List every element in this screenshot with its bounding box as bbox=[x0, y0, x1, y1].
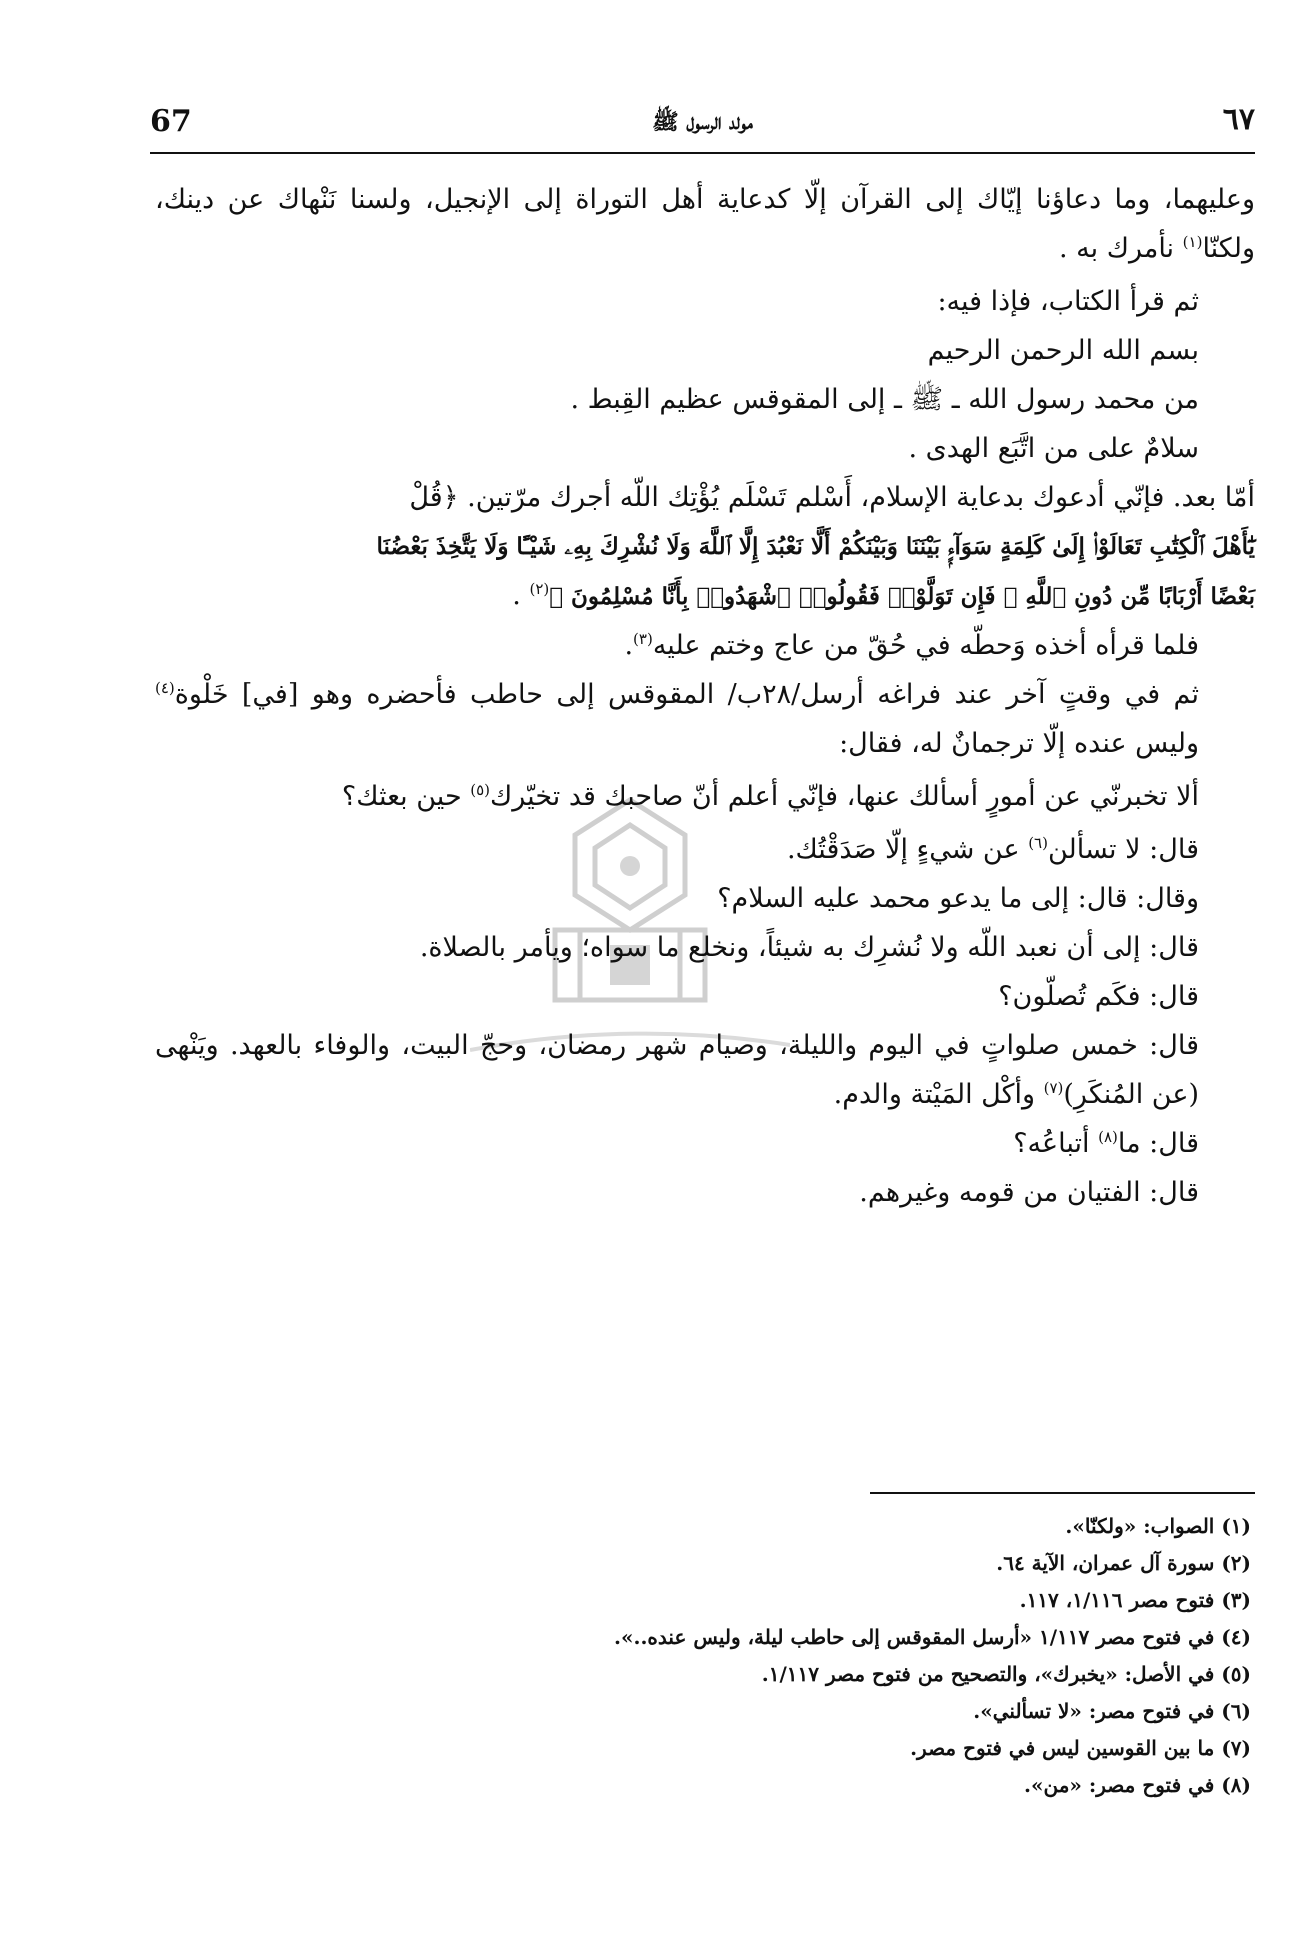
quran-verse-line: يَٰٓأَهْلَ ٱلْكِتَٰبِ تَعَالَوْا۟ إِلَىٰ كَلِمَةٍ سَوَآءٍۭ بَيْنَنَا وَبَيْنَكُمْ أَلَّا نَعْبُدَ إِلَّا ٱللَّهَ وَلَا نُشْرِكَ بِهِۦ شَيْـًٔا وَلَا يَتَّخِذَ بَعْضُنَا bbox=[376, 533, 1255, 560]
footnote-item: (٢) سورة آل عمران، الآية ٦٤. bbox=[996, 1551, 1251, 1575]
footnote-item: (٣) فتوح مصر ١/١١٦، ١١٧. bbox=[1019, 1588, 1251, 1612]
footnote-marker: (٦) bbox=[1028, 834, 1048, 852]
paragraph: ثم قرأ الكتاب، فإذا فيه: bbox=[937, 286, 1199, 317]
running-title: مولد الرسول ﷺ bbox=[652, 109, 753, 135]
paragraph: ثم في وقتٍ آخر عند فراغه أرسل/٢٨ب/ المقوقس إلى حاطب فأحضره وهو [في] خَلْوة$^{(٤)}$ وليس عنده إلّا ترجمانٌ له، فقال: bbox=[155, 679, 1199, 759]
footnote-item: (٤) في فتوح مصر ١/١١٧ «أرسل المقوقس إلى حاطب ليلة، وليس عنده..». bbox=[614, 1625, 1251, 1649]
page-header bbox=[150, 100, 1255, 150]
dialogue-line: قال: الفتيان من قومه وغيرهم. bbox=[859, 1177, 1199, 1208]
footnote-marker: (٢) bbox=[529, 580, 550, 598]
footnote-marker: (٧) bbox=[1043, 1079, 1064, 1097]
paragraph: فلما قرأه أخذه وَحطّه في حُقّ من عاج وختم عليه$^{(٣)}$. bbox=[624, 630, 1199, 661]
footnote-marker: (٤) bbox=[155, 679, 175, 697]
footnote-marker: (٥) bbox=[470, 781, 491, 799]
footnote-item: (١) الصواب: «ولكنّا». bbox=[1065, 1514, 1251, 1538]
footnote-marker: (٣) bbox=[633, 630, 653, 648]
greeting-line: سلامٌ على من اتَّبَع الهدى . bbox=[908, 433, 1199, 464]
basmala-line: بسم الله الرحمن الرحيم bbox=[927, 335, 1199, 366]
footnote-marker: (١) bbox=[1182, 233, 1203, 251]
body-text bbox=[155, 175, 1255, 1217]
page-number-latin: 67 bbox=[150, 104, 192, 139]
dialogue-line: قال: لا تسألن$^{(٦)}$ عن شيءٍ إلّا صَدَقْتُك. bbox=[786, 834, 1199, 865]
header-rule bbox=[150, 152, 1255, 154]
footnote-marker: (٨) bbox=[1098, 1128, 1118, 1146]
footnote-item: (٥) في الأصل: «يخبرك»، والتصحيح من فتوح مصر ١/١١٧. bbox=[761, 1662, 1251, 1686]
dialogue-line: قال: ما$^{(٨)}$ أتباعُه؟ bbox=[1013, 1128, 1199, 1159]
dialogue-line: قال: خمس صلواتٍ في اليوم والليلة، وصيام شهر رمضان، وحجّ البيت، والوفاء بالعهد. ويَنْهى (عن المُنكَرِ)$^{(٧)}$ وأكْل المَيْتة والدم. bbox=[155, 1030, 1199, 1110]
paragraph: أمّا بعد. فإنّي أدعوك بدعاية الإسلام، أَسْلم تَسْلَم يُؤْتِك اللّه أجرك مرّتين. ﴿قُلْ يَٰٓأَهْلَ ٱلْكِتَٰبِ تَعَالَوْا۟ إِلَىٰ كَلِمَةٍ سَوَآءٍۭ بَيْنَنَا وَبَيْنَكُمْ أَلَّا نَعْبُدَ إِلَّا ٱللَّهَ وَلَا نُشْرِكَ بِهِۦ شَيْـًٔا وَلَا يَتَّخِذَ بَعْضُنَا بَعْضًا أَرْبَابًا مِّن دُونِ ٱللَّهِ ۚ فَإِن تَوَلَّوْا۟ فَقُولُوا۟ ٱشْهَدُوا۟ بِأَنَّا مُسْلِمُونَ ﴾$^{(٢)}$ . bbox=[155, 473, 1255, 621]
footnote-item: (٦) في فتوح مصر: «لا تسألني». bbox=[973, 1699, 1251, 1723]
paragraph: ألا تخبرنّي عن أمورٍ أسألك عنها، فإنّي أعلم أنّ صاحبك قد تخيّرك$^{(٥)}$ حين بعثك؟ bbox=[341, 781, 1199, 812]
footnotes bbox=[155, 1508, 1255, 1804]
dialogue-line: قال: إلى أن نعبد اللّه ولا نُشرِك به شيئاً، ونخلع ما سواه؛ ويأمر بالصلاة. bbox=[419, 932, 1199, 963]
dialogue-line: قال: فكَم تُصلّون؟ bbox=[998, 981, 1199, 1012]
footnote-rule bbox=[870, 1492, 1255, 1494]
paragraph: وعليهما، وما دعاؤنا إيّاك إلى القرآن إلّا كدعاية أهل التوراة إلى الإنجيل، ولسنا نَنْهاك عن دينك، ولكنّا$^{(١)}$ نأمرك به . bbox=[155, 184, 1255, 264]
footnote-item: (٧) ما بين القوسين ليس في فتوح مصر. bbox=[910, 1736, 1251, 1760]
letter-address-line: من محمد رسول الله ـ ﷺ ـ إلى المقوقس عظيم القِبط . bbox=[570, 384, 1199, 415]
quran-verse-line: بَعْضًا أَرْبَابًا مِّن دُونِ ٱللَّهِ ۚ فَإِن تَوَلَّوْا۟ فَقُولُوا۟ ٱشْهَدُوا۟ بِأَنَّا مُسْلِمُونَ ﴾ bbox=[549, 583, 1255, 610]
page-number-arabic: ٦٧ bbox=[1222, 102, 1255, 137]
footnote-item: (٨) في فتوح مصر: «من». bbox=[1024, 1773, 1251, 1797]
dialogue-line: وقال: قال: إلى ما يدعو محمد عليه السلام؟ bbox=[717, 883, 1199, 914]
